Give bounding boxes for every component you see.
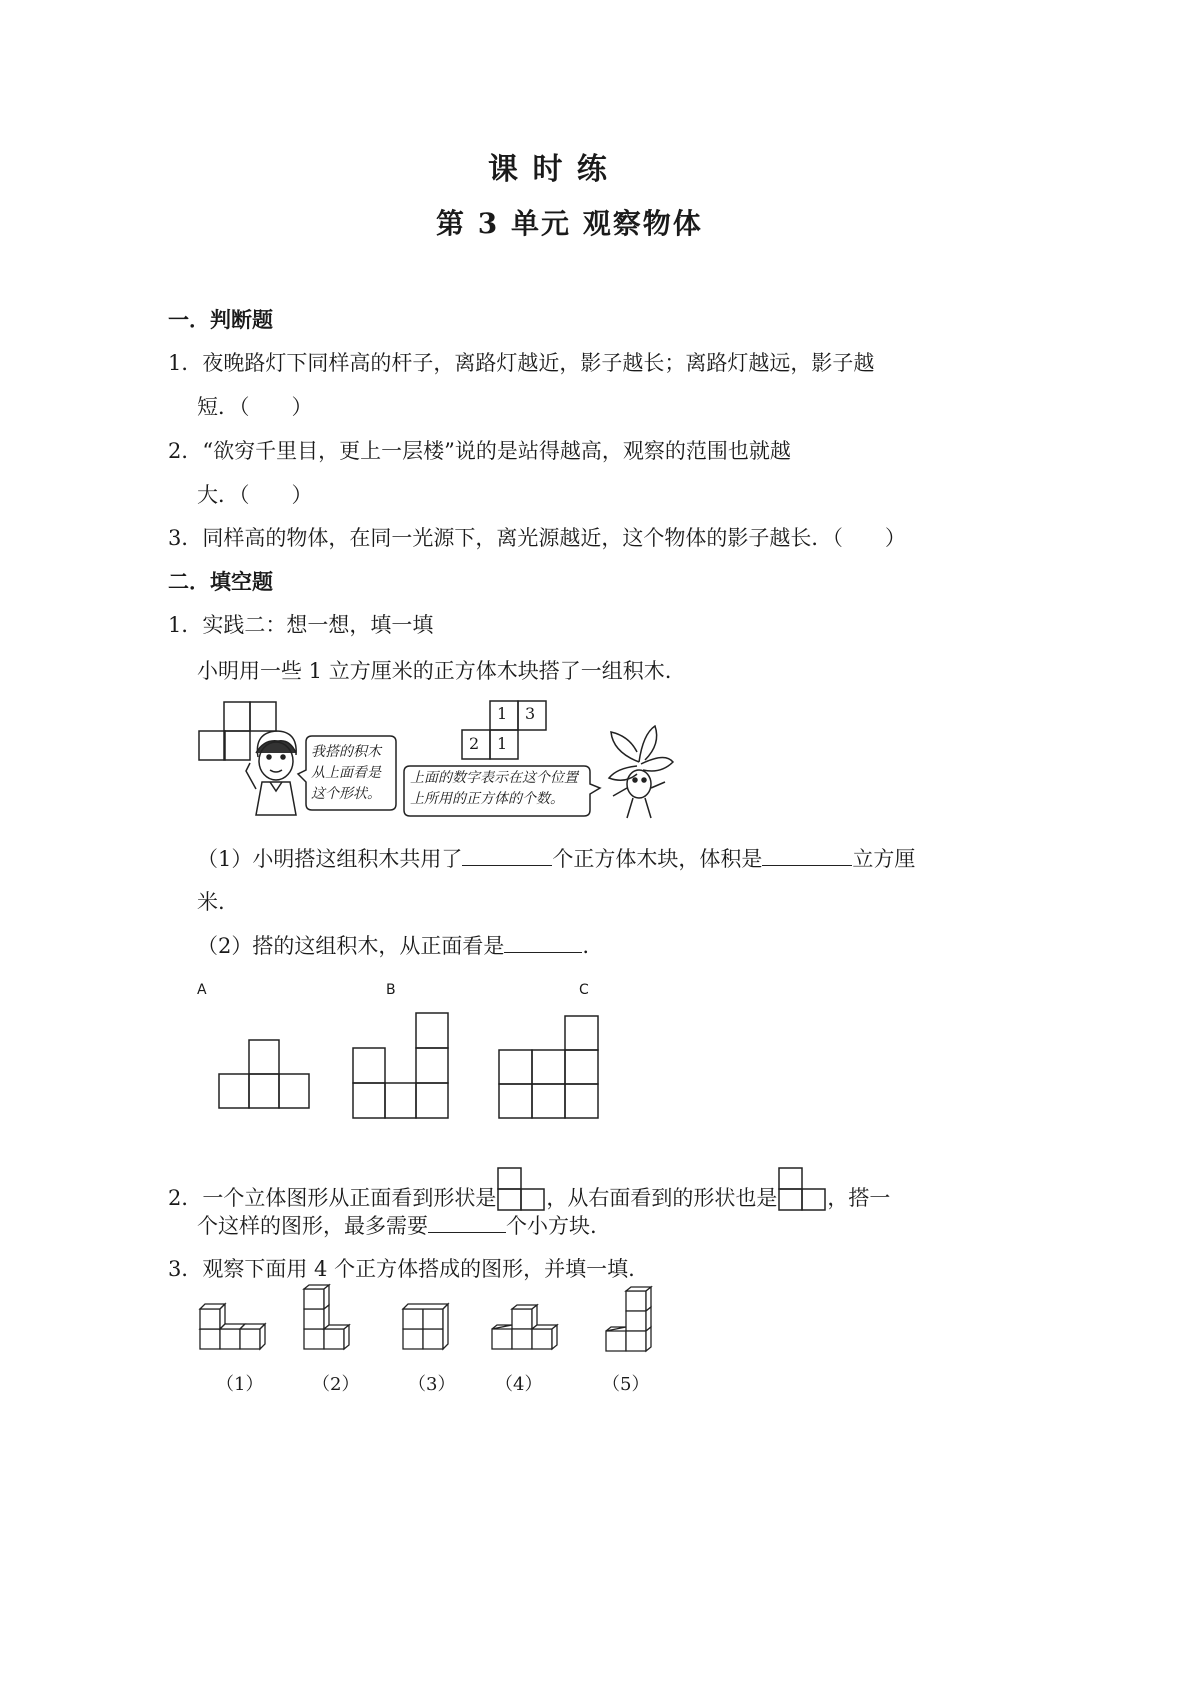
grid-number-top-middle: 1 [497, 704, 508, 723]
grid-number-bottom-middle: 1 [497, 734, 508, 753]
question-2-line1: 2．“欲穷千里目，更上一层楼”说的是站得越高，观察的范围也就越 [168, 439, 791, 463]
cube-figure-3 [402, 1302, 454, 1354]
option-label-b: B [386, 982, 396, 998]
option-a-front-view[interactable] [218, 1039, 312, 1111]
fill-question-1-intro: 小明用一些 1 立方厘米的正方体木块搭了一组积木. [197, 659, 672, 683]
question-3-line1: 3．同样高的物体，在同一光源下，离光源越近，这个物体的影子越长．（ ） [168, 526, 906, 550]
fill-question-2-line2 [197, 1210, 597, 1240]
fill-question-2-text-c: ，搭一 [827, 1186, 891, 1210]
cube-label-2: （2） [312, 1374, 360, 1395]
grid-number-bottom-left: 2 [469, 734, 480, 753]
boy-bubble-line-2: 从上面看是 [311, 765, 381, 781]
sub-question-1-text-b: 个正方体木块，体积是 [552, 847, 763, 871]
right-view-shape-icon [777, 1167, 827, 1211]
fill-question-2-text-b: ，从右面看到的形状也是 [546, 1186, 778, 1210]
fill-question-2-text-e: 个小方块. [506, 1214, 597, 1238]
sub-question-2-text-b: . [582, 934, 590, 958]
answer-blank-volume[interactable] [762, 845, 852, 866]
section-heading-judgement: 一．判断题 [168, 307, 273, 332]
sub-question-2-text-a: （2）搭的这组积木，从正面看是 [197, 934, 505, 958]
plant-bubble-line-1: 上面的数字表示在这个位置 [410, 770, 578, 786]
plant-bubble-line-2: 上所用的正方体的个数。 [410, 791, 564, 807]
cube-figure-5 [605, 1286, 657, 1354]
option-c-front-view[interactable] [498, 1015, 602, 1123]
fill-question-1-title: 1．实践二：想一想，填一填 [168, 613, 434, 637]
boy-bubble-line-1: 我搭的积木 [311, 744, 381, 760]
sub-question-1-text-a: （1）小明搭这组积木共用了 [197, 847, 463, 871]
cube-label-1: （1） [216, 1374, 264, 1395]
cube-label-3: （3） [408, 1374, 456, 1395]
front-view-shape-icon [496, 1167, 546, 1211]
boy-bubble-line-3: 这个形状。 [311, 786, 381, 802]
cube-figure-2 [303, 1284, 355, 1354]
option-label-a: A [197, 982, 207, 998]
question-2-line2: 大．（ ） [197, 483, 313, 507]
page-subtitle: 第 3 单元 观察物体 [436, 207, 703, 240]
sub-question-1 [197, 843, 915, 873]
plant-character [603, 722, 675, 822]
answer-blank-max-cubes[interactable] [428, 1212, 506, 1233]
sub-question-1-text-c: 立方厘 [852, 847, 916, 871]
sub-question-1-cont: 米. [197, 890, 225, 914]
section-heading-fill: 二．填空题 [168, 569, 273, 594]
cube-label-4: （4） [495, 1374, 543, 1395]
answer-blank-cube-count[interactable] [462, 845, 552, 866]
fill-question-3-title: 3．观察下面用 4 个正方体搭成的图形，并填一填. [168, 1257, 635, 1281]
fill-question-2-line1 [168, 1167, 890, 1212]
fill-question-2-text-a: 2．一个立体图形从正面看到形状是 [168, 1186, 497, 1210]
option-b-front-view[interactable] [352, 1012, 452, 1122]
fill-question-2-text-d: 个这样的图形，最多需要 [197, 1214, 428, 1238]
sub-question-2 [197, 930, 589, 960]
answer-blank-front-view[interactable] [504, 932, 582, 953]
cube-figure-4 [491, 1304, 561, 1354]
cube-figure-1 [199, 1302, 269, 1354]
question-1-line1: 1．夜晚路灯下同样高的杆子，离路灯越近，影子越长；离路灯越远，影子越 [168, 351, 875, 375]
question-1-line2: 短．（ ） [197, 395, 313, 419]
page-title: 课 时 练 [488, 152, 609, 187]
option-label-c: C [579, 982, 589, 998]
cube-label-5: （5） [602, 1374, 650, 1395]
grid-number-top-right: 3 [525, 704, 536, 723]
